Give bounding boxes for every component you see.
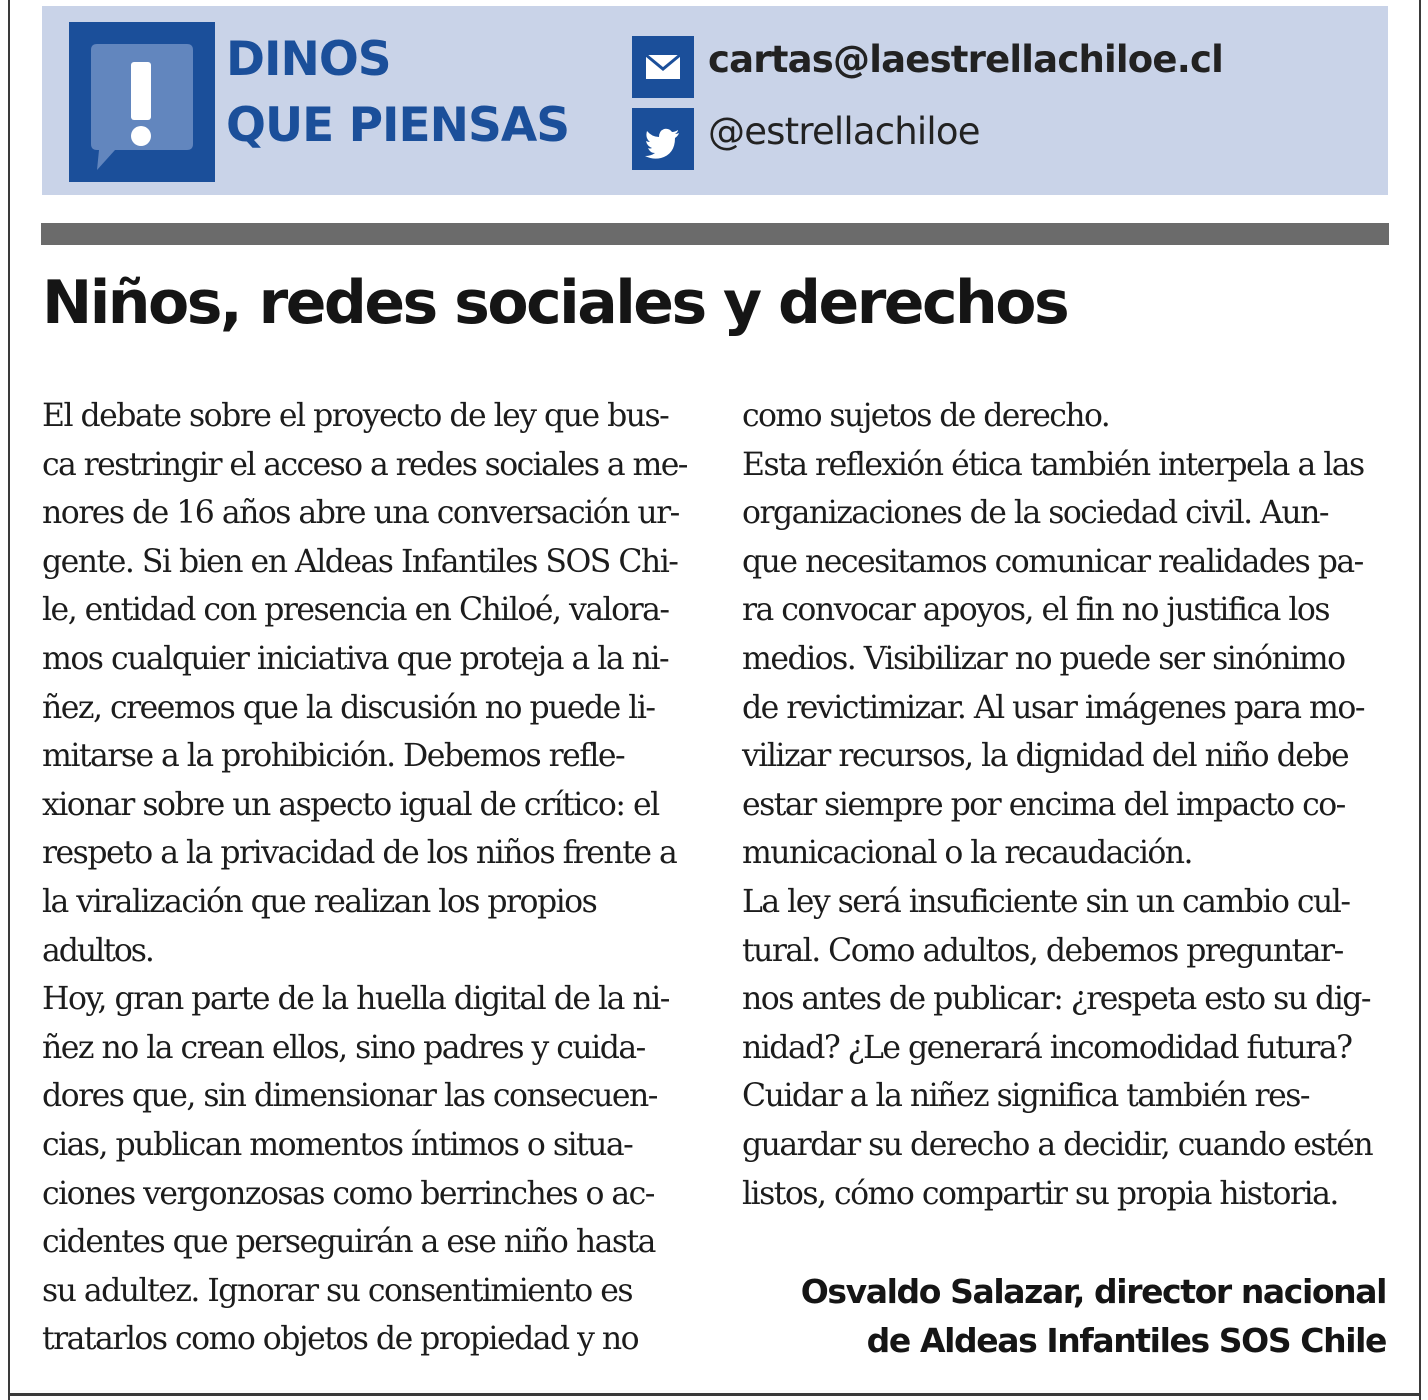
text-line: Esta reflexión ética también interpela a las [742, 446, 1364, 483]
page-border-left [8, 0, 10, 1400]
signature-line2: de Aldeas Infantiles SOS Chile [866, 1321, 1386, 1360]
text-line: ca restringir el acceso a redes sociales a me- [42, 446, 687, 483]
section-title-line2: QUE PIENSAS [226, 98, 570, 153]
text-line: de revictimizar. Al usar imágenes para mo- [742, 689, 1364, 726]
text-line: la viralización que realizan los propios [42, 883, 597, 920]
text-line: tural. Como adultos, debemos preguntar- [742, 932, 1343, 969]
text-line: estar siempre por encima del impacto co- [742, 786, 1345, 823]
page-border-right [1419, 0, 1421, 1400]
text-line: La ley será insuficiente sin un cambio cul- [742, 883, 1350, 920]
page-border-bottom [8, 1393, 1421, 1396]
speech-bubble-exclamation-icon [69, 22, 215, 182]
text-line: le, entidad con presencia en Chiloé, valora- [42, 592, 669, 629]
article-right-column [742, 392, 1392, 1218]
text-line: como sujetos de derecho. [742, 398, 1110, 434]
text-line: ñez, creemos que la discusión no puede li- [42, 689, 655, 726]
text-line: organizaciones de la sociedad civil. Aun- [742, 495, 1329, 532]
article-signature [801, 1267, 1386, 1365]
text-line: gente. Si bien en Aldeas Infantiles SOS Chi- [42, 543, 678, 580]
article-left-column [42, 392, 692, 1364]
text-line: su adultez. Ignorar su consentimiento es [42, 1272, 632, 1309]
text-line: nos antes de publicar: ¿respeta esto su dig- [742, 981, 1371, 1018]
article-headline: Niños, redes sociales y derechos [42, 268, 1068, 338]
signature-line1: Osvaldo Salazar, director nacional [800, 1272, 1386, 1311]
text-line: vilizar recursos, la dignidad del niño debe [742, 738, 1349, 775]
text-line: guardar su derecho a decidir, cuando estén [742, 1126, 1373, 1163]
text-line: mos cualquier iniciativa que proteja a la ni- [42, 640, 669, 677]
text-line: nores de 16 años abre una conversación ur- [42, 495, 679, 532]
text-line: mitarse a la prohibición. Debemos refle- [42, 738, 625, 775]
text-line: dores que, sin dimensionar las consecuen- [42, 1078, 657, 1115]
text-line: cias, publican momentos íntimos o situa- [42, 1126, 633, 1163]
divider-bar [41, 223, 1389, 245]
envelope-icon [632, 36, 694, 98]
text-line: listos, cómo compartir su propia historia. [742, 1175, 1338, 1212]
text-line: xionar sobre un aspecto igual de crítico: el [42, 786, 659, 823]
text-line: El debate sobre el proyecto de ley que bus- [42, 398, 669, 434]
text-line: Hoy, gran parte de la huella digital de la ni- [42, 981, 669, 1018]
contact-twitter[interactable]: @estrellachiloe [708, 110, 980, 153]
text-line: ñez no la crean ellos, sino padres y cuida- [42, 1029, 645, 1066]
contact-email[interactable]: cartas@laestrellachiloe.cl [708, 38, 1223, 81]
text-line: cidentes que perseguirán a ese niño hasta [42, 1224, 655, 1261]
text-line: ra convocar apoyos, el fin no justifica los [742, 592, 1330, 629]
text-line: ciones vergonzosas como berrinches o ac- [42, 1175, 654, 1212]
text-line: que necesitamos comunicar realidades pa- [742, 543, 1363, 580]
text-line: tratarlos como objetos de propiedad y no [42, 1321, 639, 1358]
text-line: adultos. [42, 932, 153, 969]
text-line: Cuidar a la niñez significa también res- [742, 1078, 1309, 1115]
text-line: medios. Visibilizar no puede ser sinónimo [742, 640, 1345, 677]
twitter-bird-icon [632, 108, 694, 170]
text-line: nidad? ¿Le generará incomodidad futura? [742, 1029, 1352, 1066]
text-line: municacional o la recaudación. [742, 835, 1192, 872]
text-line: respeto a la privacidad de los niños frente a [42, 835, 677, 872]
section-title-line1: DINOS [226, 32, 391, 87]
